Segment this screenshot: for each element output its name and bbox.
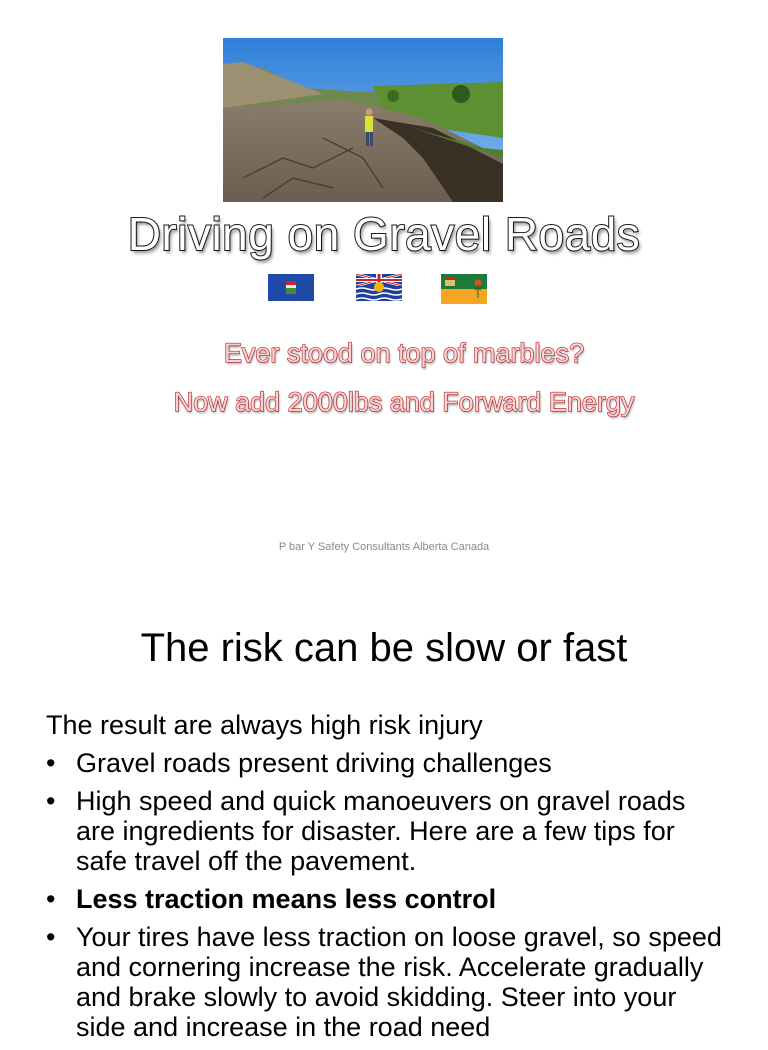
list-item: [46, 922, 726, 1042]
bullet-text: Less traction means less control: [76, 884, 497, 914]
slide-2: [0, 590, 768, 1042]
list-item: [46, 748, 726, 778]
lead-line: The result are always high risk injury: [46, 710, 483, 740]
bullet-icon: •: [46, 884, 56, 914]
slide-2-title: The risk can be slow or fast: [140, 626, 628, 670]
british-columbia-flag-icon: [356, 274, 402, 301]
presentation-title: Driving on Gravel Roads: [127, 208, 641, 260]
subtitle-marbles: Ever stood on top of marbles?: [223, 338, 585, 368]
bullet-icon: •: [46, 922, 56, 952]
bullet-text: Your tires have less traction on loose gravel, so speed and cornering increase the risk. Accelerate gradually and brake slowly to avoid skidding. Steer into your side and increase in the road need: [76, 922, 722, 1042]
bullet-text: Gravel roads present driving challenges: [76, 748, 552, 778]
slide-2-body: [46, 710, 726, 1050]
alberta-flag-icon: [268, 274, 314, 301]
bullet-text: High speed and quick manoeuvers on gravel roads are ingredients for disaster. Here are a few tips for safe travel off the pavement.: [76, 786, 686, 876]
credit-footer: P bar Y Safety Consultants Alberta Canada: [278, 541, 490, 553]
bullet-list: [46, 748, 726, 1042]
bullet-icon: •: [46, 786, 56, 816]
bullet-icon: •: [46, 748, 56, 778]
subtitle-forward-energy: Now add 2000lbs and Forward Energy: [173, 387, 635, 417]
gravel-road-photo: [223, 38, 503, 202]
list-item: [46, 884, 726, 914]
list-item: [46, 786, 726, 876]
saskatchewan-flag-icon: [441, 274, 487, 301]
